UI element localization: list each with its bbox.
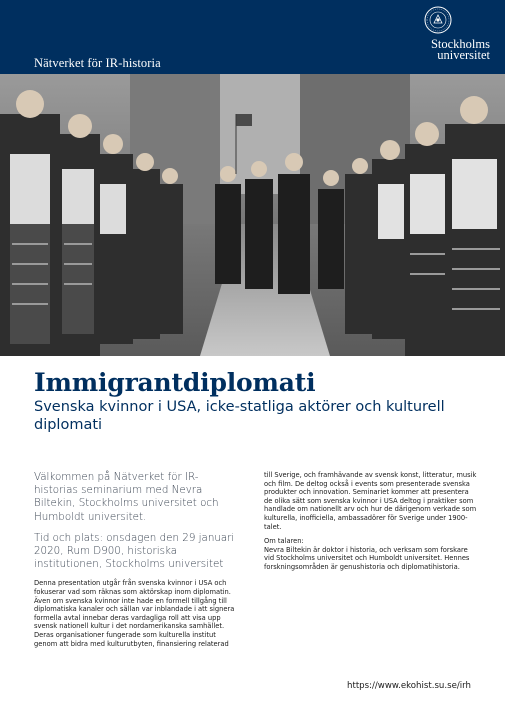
header-band — [0, 0, 505, 74]
description-text-right: till Sverige, och framhävande av svensk konst, litteratur, musik och film. De deltog också i events som presenterade svenska produkter och innovation. Seminariet kommer att presentera de olika sätt som svenska kvinnor i USA deltog i praktiker som handlade om nationellt arv och hur de därigenom verkade som kulturella, inofficiella, ambassadörer för Sverige under 1900-talet. — [264, 471, 477, 531]
right-column — [264, 471, 478, 578]
speaker-text: Nevra Biltekin är doktor i historia, och verksam som forskare vid Stockholms universitet och Humboldt universitet. Hennes forskningsområden är genushistoria och diplomatihistoria. — [264, 545, 470, 571]
university-name — [404, 39, 490, 61]
university-seal-icon — [424, 6, 452, 34]
logo-line1: Stockholms — [430, 37, 490, 51]
historical-photo — [0, 74, 505, 356]
description-text-left: Denna presentation utgår från svenska kvinnor i USA och fokuserar vad som räknas som aktörskap inom diplomatin. Även om svenska kvinnor inte hade en formell tillgång till diplomatiska kanaler och sällan var inblandade i att signera formella avtal innebar deras vardagliga roll att visa upp svensk nationell kultur i det nordamerikanska samhället. Deras organisationer fungerade som kulturella institut genom att bidra med kulturutbyten, finansiering relaterad — [34, 579, 235, 648]
page-title: Immigrantdiplomati — [34, 368, 316, 397]
intro-text: Välkommen på Nätverket för IR-historias seminarium med Nevra Biltekin, Stockholms universitet och Humboldt universitet. — [34, 471, 219, 523]
logo-line2: universitet — [437, 48, 490, 62]
left-column — [34, 471, 240, 654]
speaker-heading: Om talaren: — [264, 537, 304, 546]
network-name: Nätverket för IR-historia — [34, 56, 161, 70]
page-subtitle: Svenska kvinnor i USA, icke-statliga aktörer och kulturell diplomati — [34, 399, 445, 433]
website-link[interactable]: https://www.ekohist.su.se/irh — [347, 681, 471, 691]
university-logo[interactable] — [404, 6, 490, 70]
time-place-text: Tid och plats: onsdagen den 29 januari 2020, Rum D900, historiska institutionen, Stockholms universitet — [34, 531, 235, 571]
